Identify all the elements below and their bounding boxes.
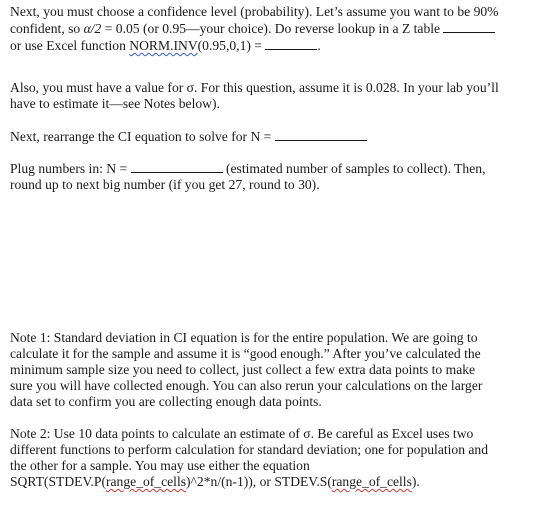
text-span: Plug numbers in: N = <box>10 161 128 176</box>
excel-function-name: NORM.INV <box>129 38 198 53</box>
answer-blank-n[interactable] <box>131 160 223 173</box>
paragraph-confidence-level <box>10 4 535 54</box>
text-span: (estimated number of samples to collect). Then, <box>226 161 486 176</box>
text-span: Note 2: Use 10 data points to calculate an estimate of σ. Be careful as Excel uses two <box>10 426 474 441</box>
text-span: Also, you must have a value for σ. For this question, assume it is 0.028. In your lab you’ll <box>10 80 499 95</box>
text-line <box>10 378 535 394</box>
text-span: data set to confirm you are collecting enough data points. <box>10 394 322 409</box>
range-placeholder: range_of_cells <box>106 474 187 489</box>
text-span: Note 1: Standard deviation in CI equation is for the entire population. We are going to <box>10 330 478 345</box>
text-span: minimum sample size you need to collect, just collect a few extra data points to make <box>10 362 476 377</box>
text-line <box>10 362 535 378</box>
text-line <box>10 346 535 362</box>
text-span: or use Excel function <box>10 38 130 53</box>
text-span: ). <box>411 474 420 489</box>
text-span: the other for a sample. You may use either the equation <box>10 458 310 473</box>
text-span: confident, so <box>10 21 84 36</box>
text-line <box>10 474 535 490</box>
text-span: = 0.05 (or 0.95—your choice). Do reverse lookup in a Z table <box>101 21 441 36</box>
text-span: Next, rearrange the CI equation to solve for N = <box>10 129 272 144</box>
text-line <box>10 177 535 193</box>
text-span: have to estimate it—see Notes below). <box>10 96 220 111</box>
range-placeholder: range_of_cells <box>331 474 412 489</box>
text-line <box>10 458 535 474</box>
text-span: different functions to perform calculation for standard deviation; one for population and <box>10 442 489 457</box>
paragraph-sigma <box>10 80 535 112</box>
text-line <box>10 80 535 96</box>
text-line <box>10 128 535 145</box>
answer-blank-equation[interactable] <box>275 128 367 141</box>
text-line <box>10 442 535 458</box>
text-span: round up to next big number (if you get 27, round to 30). <box>10 177 320 192</box>
text-line <box>10 330 535 346</box>
text-line <box>10 4 535 20</box>
text-span: Next, you must choose a confidence level (probability). Let’s assume you want to be 90% <box>10 4 499 19</box>
text-span: calculate it for the sample and assume it is “good enough.” After you’ve calculated the <box>10 346 481 361</box>
text-line <box>10 394 535 410</box>
paragraph-note-1 <box>10 330 535 410</box>
text-span: sure you will have collected enough. You can also rerun your calculations on the larger <box>10 378 483 393</box>
alpha-half-symbol: α/2 <box>83 21 102 36</box>
paragraph-plug-numbers <box>10 160 535 193</box>
text-span: (0.95,0,1) = <box>197 38 262 53</box>
text-line <box>10 160 535 177</box>
text-line: or use Excel function NORM.INV(0.95,0,1) = . <box>10 38 321 53</box>
answer-blank-norm-inv[interactable] <box>265 37 317 50</box>
text-line <box>10 426 535 442</box>
answer-blank-z-table[interactable] <box>443 20 495 33</box>
paragraph-note-2 <box>10 426 535 490</box>
text-span: )^2*n/(n-1)), or STDEV.S( <box>186 474 332 489</box>
text-span: SQRT(STDEV.P( <box>10 474 106 489</box>
text-line <box>10 20 535 37</box>
text-line <box>10 96 535 112</box>
paragraph-rearrange <box>10 128 535 145</box>
